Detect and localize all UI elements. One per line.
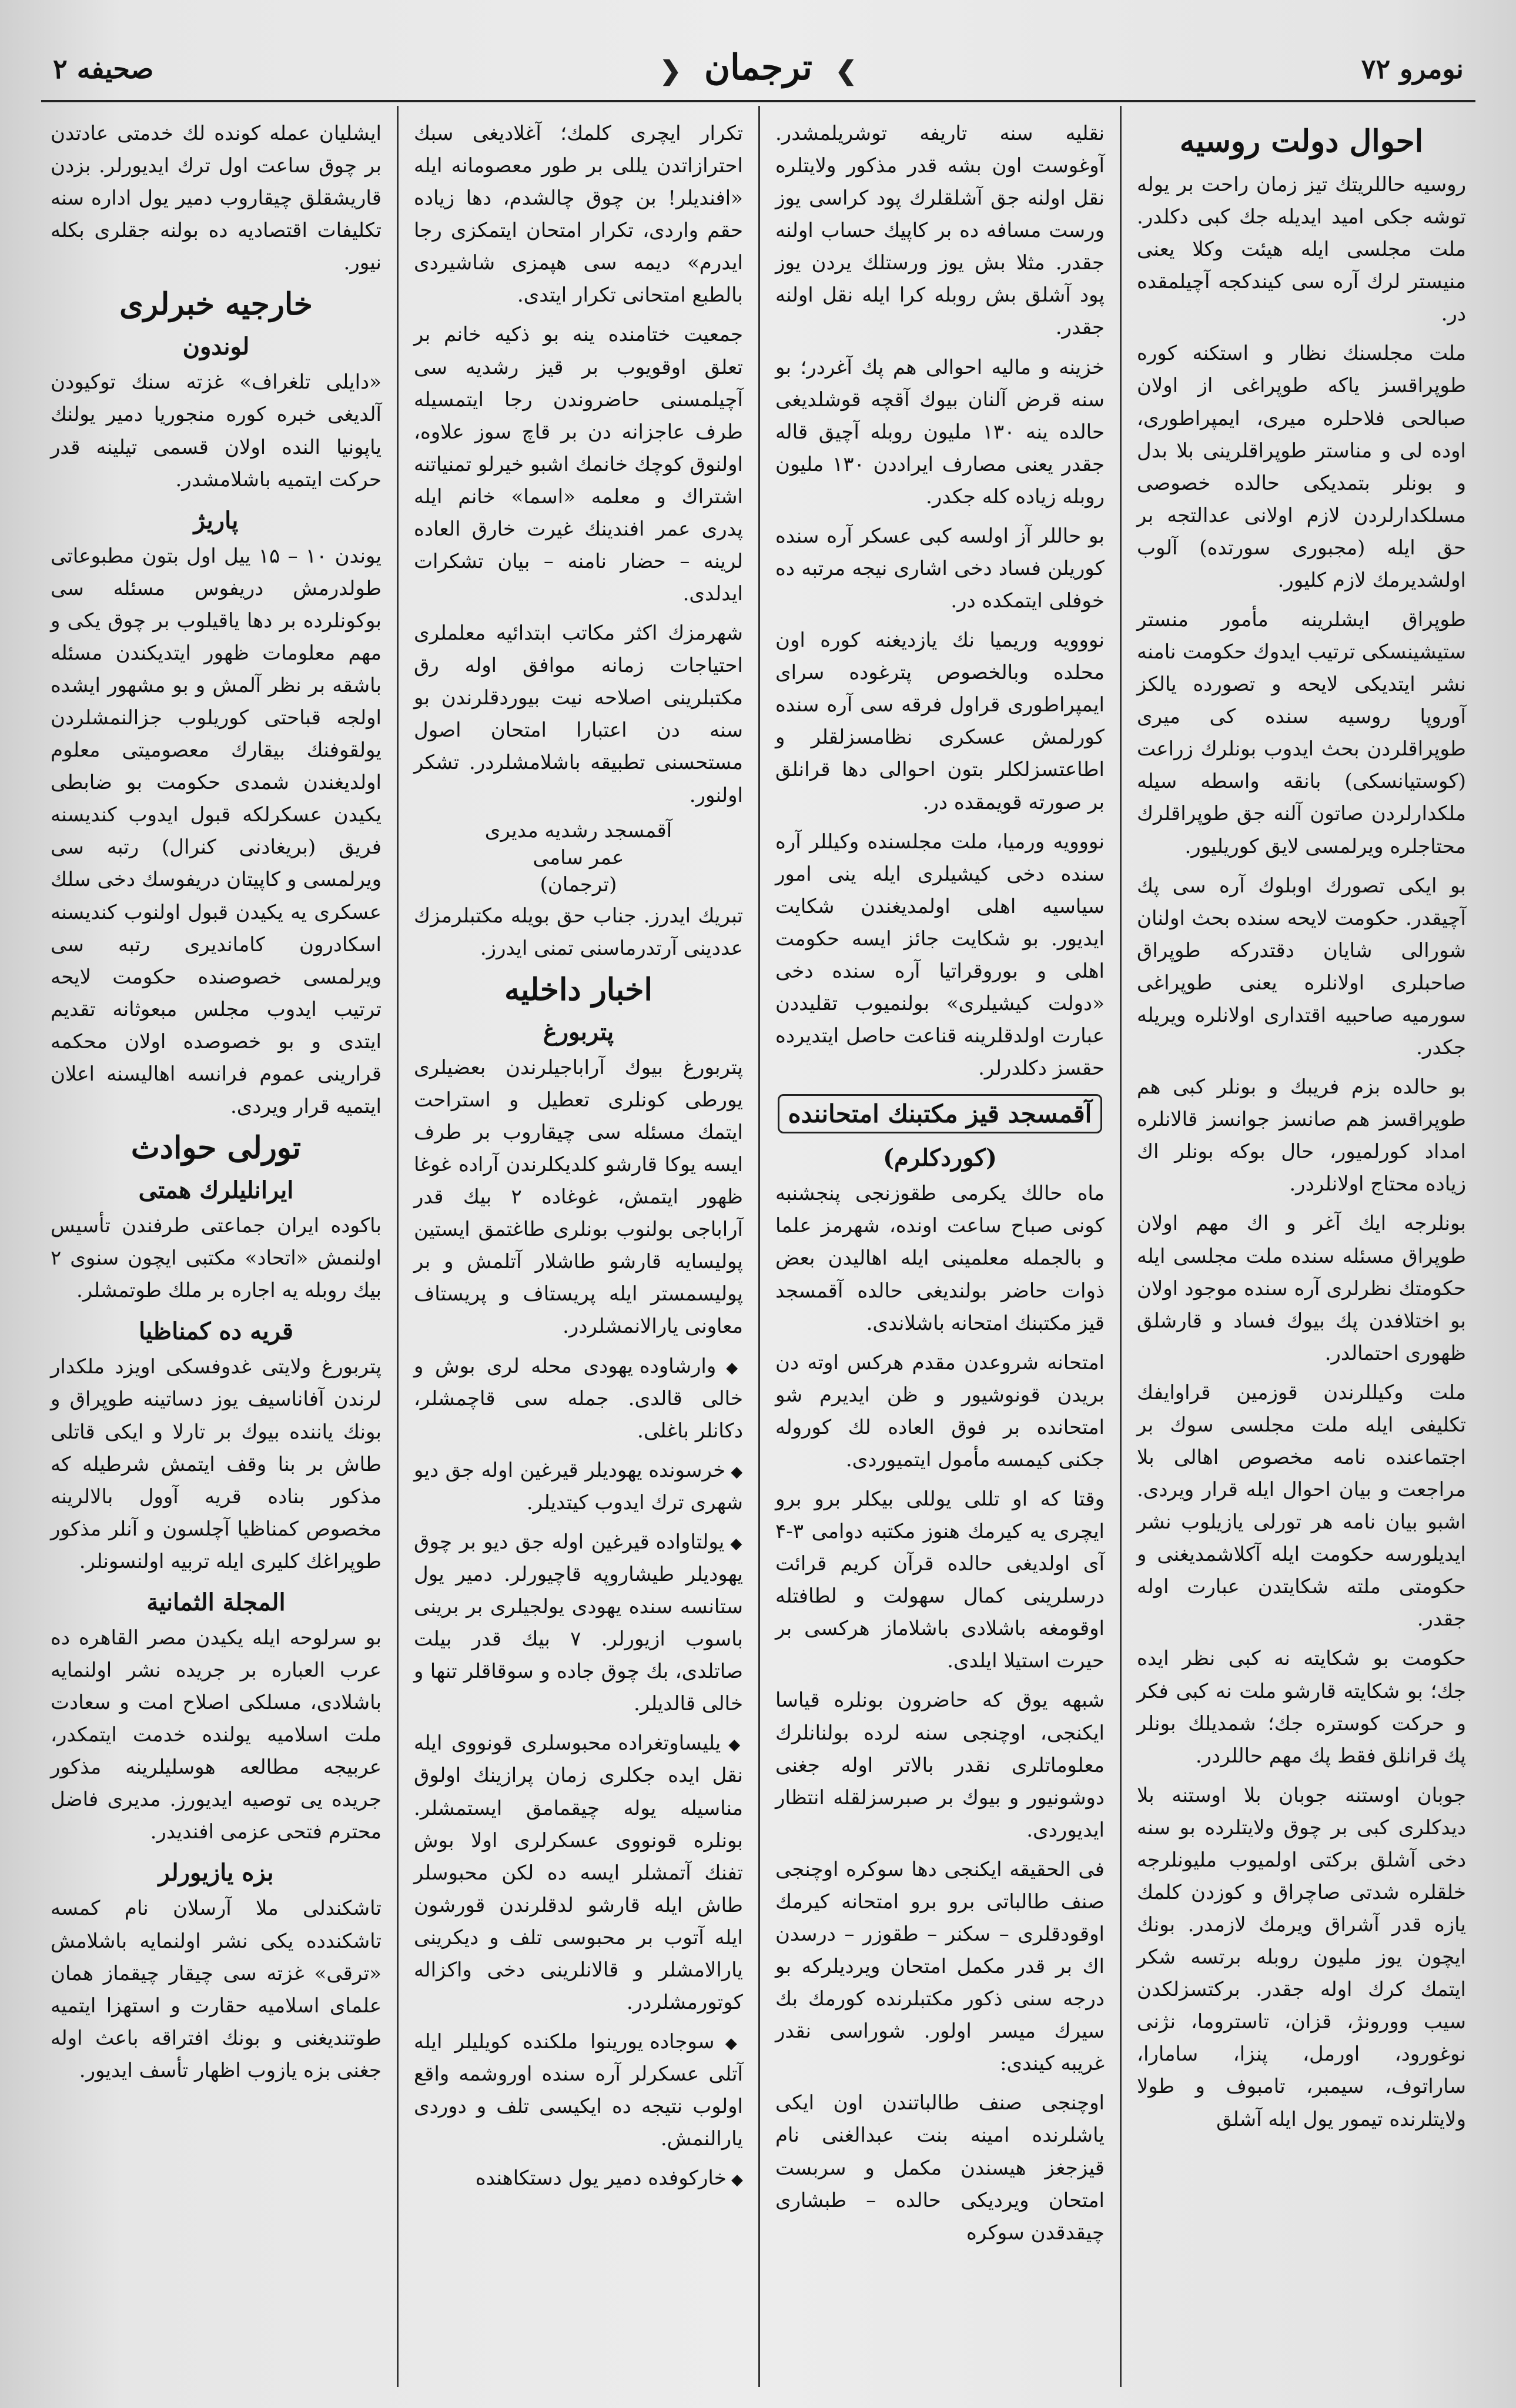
article-paragraph: ملت وکیللرندن قوزمین قراوایفك تکلیفی ایله ملت مجلسی سوك بر اجتماعنده نامه مخصوص اهالی بلا مراجعت و بیان احوال ایله قرار ویردی. اشبو بیان نامه هر تورلی یازیلوب نشر ایدیلورسه حکومت ایله آکلاشمدیغنی و حکومتی ملته شکایتدن عبارت اوله جقدر. — [1137, 1380, 1466, 1631]
editor-note: تبریك ایدرز. جناب حق بویله مکتبلرمزك عددینی آرتدرماسنی تمنی ایدرز. — [414, 904, 743, 960]
article-paragraph: یوندن ۱۰ – ۱۵ ییل اول بتون مطبوعاتی طولدرمش دریفوس مسئله سی بوکونلرده بر دها یاقیلوب بر چوق یکی و مهم معلومات ظهور ایتدیکندن مسئله باشقه بر نظر آلمش و بو مشهور ایشده اولجه قباحتی کوریلوب جزالنمشلردن یولقوفنك بیقارك معصومیتی معلوم اولدیغندن شمدی حکومت بو ضابطی یکیدن عسکرلکه قبول ایدوب کندیسنه فریق (بریغادنی کنرال) رتبه سی ویرلمسی و کاپیتان دریفوسك دخی سلك عسکری یه یکیدن قبول اولنوب کندیسنه اسکادرون کاماندیری رتبه سی ویرلمسی خصوصنده حکومت لایحه ترتیب ایدوب مجلس مبعوثانه تقدیم ایتدی و بو خصوصده اولان محکمه قرارینی عموم فرانسه اهالیسنه اعلان ایتمیه قرار ویردی. — [51, 544, 381, 1119]
editor-note-label: (ترجمان) — [540, 872, 617, 897]
masthead — [53, 35, 1464, 100]
article-paragraph: روسیه حاللریتك تیز زمان راحت بر یوله توشه جکی امید ایدیله جك کبی دکلدر. ملت مجلسی ایله هیئت وکلا یعنی منیستر لرك آره سی کیندکجه آچیلمقده در. — [1137, 173, 1466, 326]
article-paragraph: اوچنجی صنف طالباتندن اون ایکی یاشلرنده امینه بنت عبدالغنی نام قیزجغز هیسندن مکمل و سربست امتحان ویردیکی حالده – طبشاری چیقدقدن سوکره — [775, 2091, 1105, 2245]
article-paragraph: باکوده ایران جماعتی طرفندن تأسیس اولنمش «اتحاد» مکتبی ایچون سنوی ۲ بیك روبله یه اجاره بر ملك طوتمشلر. — [51, 1214, 381, 1303]
news-item: ◆ خرسونده یهودیلر قیرغین اوله جق دیو شهری ترك ایدوب کیتدیلر. — [414, 1454, 743, 1519]
news-item: ◆ وارشاوده یهودی محله لری بوش و خالی قالدی. جمله سی قاچمشلر، دکانلر باغلی. — [414, 1350, 743, 1447]
section-heading-various: تورلی حوادث — [130, 1130, 302, 1166]
news-item: ◆ خارکوفده دمیر یول دستکاهنده — [414, 2162, 743, 2195]
article-paragraph: شبهه یوق که حاضرون بونلره قیاسا ایکنجی، اوچنجی سنه لرده بولنانلرك معلوماتلری نقدر بالاتر اوله جغنی دوشونیور و بیوك بر صبرسزلقله انتظار ایدیوردی. — [775, 1688, 1105, 1842]
article-paragraph: خزینه و مالیه احوالی هم پك آغردر؛ بو سنه قرض آلنان بیوك آقچه قوشلدیغی حالده ینه ۱۳۰ ملیون روبله آچیق قاله جقدر یعنی مصارف ایراددن ۱۳۰ ملیون روبله زیاده کله جکدر. — [775, 355, 1105, 509]
article-paragraph: جوبان اوستنه جوبان بلا اوستنه بلا دیدکلری کبی بر چوق ولایتلرده بو سنه دخی آشلق برکتی اولمیوب ملیونلرجه خلقلره شدتی صاچراق و کوزدن کلمك یازه قدر آشراق ویرمك لازمدر. بونك ایچون یوز ملیون روبله برتسه شکر ایتمك کرك اوله جقدر. برکتسزلکدن سیب وورونژ، قزان، تاستروما، نژنی نوغورود، اورمل، پنزا، سامارا، ساراتوف، سیمبر، تامبوف و طولا ولایتلرنده تیمور یول ایله آشلق — [1137, 1783, 1466, 2131]
article-paragraph: حکومت بو شکایته نه کبی نظر ایده جك؛ بو شکایته قارشو ملت نه کبی فکر و حرکت کوستره جك؛ شمدیلك بونلر پك قرانلق فقط پك مهم حاللردر. — [1137, 1647, 1466, 1768]
subheading-paris: پاریژ — [193, 506, 239, 534]
article-paragraph: جمعیت ختامنده ینه بو ذکیه خانم بر تعلق اوقویوب بر قیز رشدیه سی آچیلمسنی حاضروندن رجا ایتمسیله طرف عاجزانه دن بر قاچ سوز علاوه، اولنوق کوچك خانمك اشبو خیرلو تمنیاتنه اشتراك و معلمه «اسما» خانم ایله پدری عمر افندینك غیرت خارق العاده لرینه – حضار نامنه – بیان تشکرات ایدلدی. — [414, 323, 743, 606]
article-paragraph: پتربورغ بیوك آراباجیلرندن بعضیلری یورطی کونلری تعطیل و استراحت ایتمك مسئله سی چیقاروب بر طرف ایسه یوکا قارشو کلدیکلرندن آراده غوغا ظهور ایتمش، غوغاده ۲ بیك قدر آراباجی بولنوب بونلری طاغتمق ایستین پولیسایه قارشو طاشلار آتلمش و بر پولیسمستر ایله پریستاف و پریستاف معاونی یارالانمشلردر. — [414, 1055, 743, 1339]
article-paragraph: امتحانه شروعدن مقدم هرکس اوته دن بریدن قونوشیور و ظن ایدیرم شو امتحانده بر فوق العاده لك کوروله جکنی کیمسه مأمول ایتمیوردی. — [775, 1350, 1105, 1471]
article-paragraph: شهرمزك اکثر مکاتب ابتدائیه معلملری احتیاجات زمانه موافق اوله رق مکتبلرینی اصلاحه نیت بیوردقلرندن بو سنه دن اعتبارا امتحان اصول مستحسنی تطبیقه باشلامشلردر. تشکر اولنور. — [414, 621, 743, 807]
article-paragraph: بو سرلوحه ایله یکیدن مصر القاهره ده عرب العباره بر جریده نشر اولنمایه باشلادی، مسلکی اصلاح امت و سعادت ملت اسلامیه یولنده خدمت ایتمکدر، عربیجه مطالعه هوسلیلرینه مذکور جریده یی توصیه ایدیورز. مدیری فاضل محترم فتحی عزمی افندیدر. — [51, 1626, 381, 1844]
article-paragraph: بو حاللر آز اولسه کبی عسکر آره سنده کوریلن فساد دخی اشاری نیجه مرتبه ده خوفلی ایتمکده در. — [775, 524, 1105, 613]
news-item: ◆ سوجاده یورینوا ملکنده کویلیلر ایله آتلی عسکرلر آره سنده اوروشمه واقع اولوب نتیجه ده ایکیسی تلف و دوردی یارالنمش. — [414, 2026, 743, 2155]
column-2 — [758, 106, 1120, 2387]
issue-number: نومرو ۷۲ — [1361, 53, 1464, 85]
article-paragraph: نقلیه سنه تاریفه توشریلمشدر. آوغوست اون بشه قدر مذکور ولایتلره نقل اولنه جق آشلقلرك پود کراسی یوز ورست مسافه ده بر کاپیك حساب اولنه جقدر. مثلا بش یوز ورستلك یردن یوز پود آشلق بش روبله کرا ایله نقل اولنه جقدر. — [775, 122, 1105, 340]
newspaper-title-block — [649, 47, 867, 88]
article-paragraph: پتربورغ ولایتی غدوفسکی اویزد ملکدار لرندن آفاناسیف یوز دساتینه طوپراق و بونك یاننده بیوك بر تارلا و ایکی قاتلی طاش بر بنا وقف ایتمش شرطیله که مذکور بناده قریه آوول بالالرینه مخصوص کمناظیا آچلسون و آنلر مذکور طوپراغك کلیری ایله تربیه اولنسونلر. — [51, 1355, 381, 1573]
signature-name: عمر سامی — [533, 845, 624, 869]
signature-title: آقمسجد رشدیه مدیری — [484, 818, 672, 842]
columns — [35, 106, 1481, 2387]
column-1 — [1120, 106, 1481, 2387]
article-paragraph: ملت مجلسنك نظار و استکنه کوره طوپراقسز یاکه طوپراغی از اولان صبالحی فلاحلره میری، ایمپراطوری، اوده لی و مناستر طوپراقلرینی بلا بدل و بونلر بتمدیکی حالده خصوصی مسلکدارلردن لازم اولانی عدالتجه بر حق ایله (مجبوری سورتده) آلوب اولشدیرمك لازم کلیور. — [1137, 342, 1466, 592]
header-rule — [41, 100, 1475, 102]
article-paragraph: نووویه ورمیا، ملت مجلسنده وکیللر آره سنده دخی کیشیلری ایله ینی امور سیاسیه اهلی اولمدیغندن شکایت ایدیور. بو شکایت جائز ایسه حکومت اهلی و بوروقراتیا آره سنده دخی «دولت کیشیلری» بولنمیوب تقلیددن عبارت اولدقلرینه قناعت حاصل ایتدیرده حقسز دکلدرلر. — [775, 830, 1105, 1081]
subheading-village-gymnasium: قریه ده کمناظیا — [139, 1317, 293, 1346]
subheading-petersburg: پتربورغ — [543, 1018, 614, 1046]
ornament-right: ❯ — [835, 56, 857, 86]
article-heading-russia: احوال دولت روسیه — [1179, 123, 1424, 159]
article-paragraph: تکرار ایچری کلمك؛ آغلادیغی سبك احترازاتدن یللی بر طور معصومانه ایله «افندیلر! بن چوق چالشدم، دها زیاده حقم واردی، تکرار امتحان ایتمکزی رجا ایدرم» دیمه سی هپمزی شاشیردی بالطبع امتحانی تکرار ایتدی. — [414, 122, 743, 307]
ornament-left: ❮ — [660, 56, 682, 86]
section-heading-foreign: خارجیه خبرلری — [119, 286, 313, 323]
article-paragraph: تاشکندلی ملا آرسلان نام کمسه تاشکندده یکی نشر اولنمایه باشلامش «ترقی» غزته سی چیقار چیقماز همان علمای اسلامیه حقارت و استهزا ایتمیه طوتندیغنی و بونك افتراقه باعث اوله جغنی بزه یازوب اظهار تأسف ایدیور. — [51, 1897, 381, 2082]
article-paragraph: وقتا که او تللی یوللی بیکلر برو برو ایچری یه کیرمك هنوز مکتبه دوامی ۳-۴ آی اولدیغی حالده قرآن کریم قرائت درسلرینی کمال سهولت و لطافتله اوقومغه باشلادی باشلاماز هرکسی بر حیرت استیلا ایلدی. — [775, 1487, 1105, 1673]
article-paragraph: «دایلی تلغراف» غزته سنك توکیودن آلدیغی خبره کوره منجوریا دمیر یولنك یاپونیا النده اولان قسمی تیلینه قدر حرکت ایتمیه باشلامشدر. — [51, 370, 381, 491]
article-paragraph: بو حالده بزم فریبك و بونلر کبی هم طوپراقسز هم صانسز جوانسز قالانلره امداد کورلمیور، حال بوکه بونلر اك زیاده محتاج اولانلردر. — [1137, 1075, 1466, 1196]
subheading-letters: بزه یازیورلر — [158, 1859, 274, 1887]
article-paragraph: ایشلیان عمله کونده لك خدمتی عادتدن بر چوق ساعت اول ترك ایدیورلر. بزدن قاریشقلق چیقاروب دمیر یول اداره سنه تکلیفات اقتصادیه ده بولنه جقلری بکله نیور. — [51, 122, 381, 275]
subheading-majalla: المجلة الثمانیة — [146, 1588, 286, 1616]
news-item: ◆ یلیساوتغراده محبوسلری قونووی ایله نقل ایده جکلری زمان پرازینك اولوق مناسیله یوله چیقمامق ایستمشلر. بونلره قونووی عسکرلری اولا بوش تفنك آتمشلر ایسه ده لکن محبوسلر طاش ایله قارشو لدقلرندن قورشون ایله آتوب بر محبوسی تلف و دیکرینی یارالامشلر و قالانلرینی دخی واکزاله کوتورمشلردر. — [414, 1727, 743, 2019]
article-paragraph: بونلرجه ایك آغر و اك مهم اولان طوپراق مسئله سنده ملت مجلسی ایله حکومتك نظرلری آره سنده موجود اولان بو اختلافدن پك بیوك فساد و قارشلق ظهوری احتمالدر. — [1137, 1212, 1466, 1365]
subheading-iranians: ایرانلیلرك همتی — [138, 1176, 294, 1205]
newspaper-title: ترجمان — [704, 47, 812, 88]
article-paragraph: طوپراق ایشلرینه مأمور منستر ستیشینسکی ترتیب ایدوك حکومت نامنه نشر ایتدیکی لایحه و تصورده یالکز آوروپا روسیه سنده کی میری طوپراقلردن بحث ایدوب بونلرك زراعت (کوستیانسکی) بانقه واسطه سیله ملکدارلردن صاتون آلنه جق طوپراقلرك محتاجلره ویرلمسی لایق کوریلیور. — [1137, 608, 1466, 858]
article-paragraph: ماه حالك یکرمی طقوزنجی پنجشنبه کونی صباح ساعت اونده، شهرمز علما و بالجمله معلمینی ایله اهالیدن بعض ذوات حاضر بولندیغی حالده آقمسجد قیز مکتبنك امتحانه باشلاندی. — [775, 1182, 1105, 1335]
subheading-observations: (کوردکلرم) — [883, 1144, 997, 1172]
page-label: صحیفه ۲ — [53, 53, 154, 85]
subheading-london: لوندون — [182, 333, 250, 361]
article-paragraph: فی الحقیقه ایکنجی دها سوکره اوچنجی صنف طالباتی برو برو امتحانه کیرمك اوقودقلری – سکنر – طقوزر – درسدن اك بر قدر مکمل امتحان ویردیلرکه بو درجه سنی ذکور مکتبلرنده کورمك بك سیرك میسر اولور. شوراسی نقدر غریبه کیندی: — [775, 1857, 1105, 2076]
article-paragraph: نووویه وریمیا نك یازدیغنه کوره اون محلده وبالخصوص پترغوده سرای ایمپراطوری قراول فرقه سی آره سنده کورلمش عسکری نظامسزلقلر و اطاعتسزلکلر بتون احوالی دها قرانلق بر صورته قویمقده در. — [775, 628, 1105, 814]
section-heading-domestic: اخبار داخلیه — [504, 971, 652, 1008]
news-item: ◆ یولتاواده قیرغین اوله جق دیو بر چوق یهودیلر طیشاروپه قاچیورلر. دمیر یول ستانسه سنده یهودی یولجیلری بر برینی باسوب ازیورلر. ۷ بیك قدر بیلت صاتلدی، بك چوق جاده و سوقاقلر تنها و خالی قالدیلر. — [414, 1526, 743, 1720]
boxed-heading-girls-school: آقمسجد قیز مکتبنك امتحاننده — [778, 1094, 1102, 1133]
article-paragraph: بو ایکی تصورك اوبلوك آره سی پك آچیقدر. حکومت لایحه سنده بحث اولنان شورالی شایان دقتدرکه طوپراق صاحبلری اولانلره یعنی طوپراغی سورمیه صاحبیه اقتداری اولانلره ویریله جکدر. — [1137, 874, 1466, 1060]
column-3 — [397, 106, 758, 2387]
column-4 — [35, 106, 397, 2387]
